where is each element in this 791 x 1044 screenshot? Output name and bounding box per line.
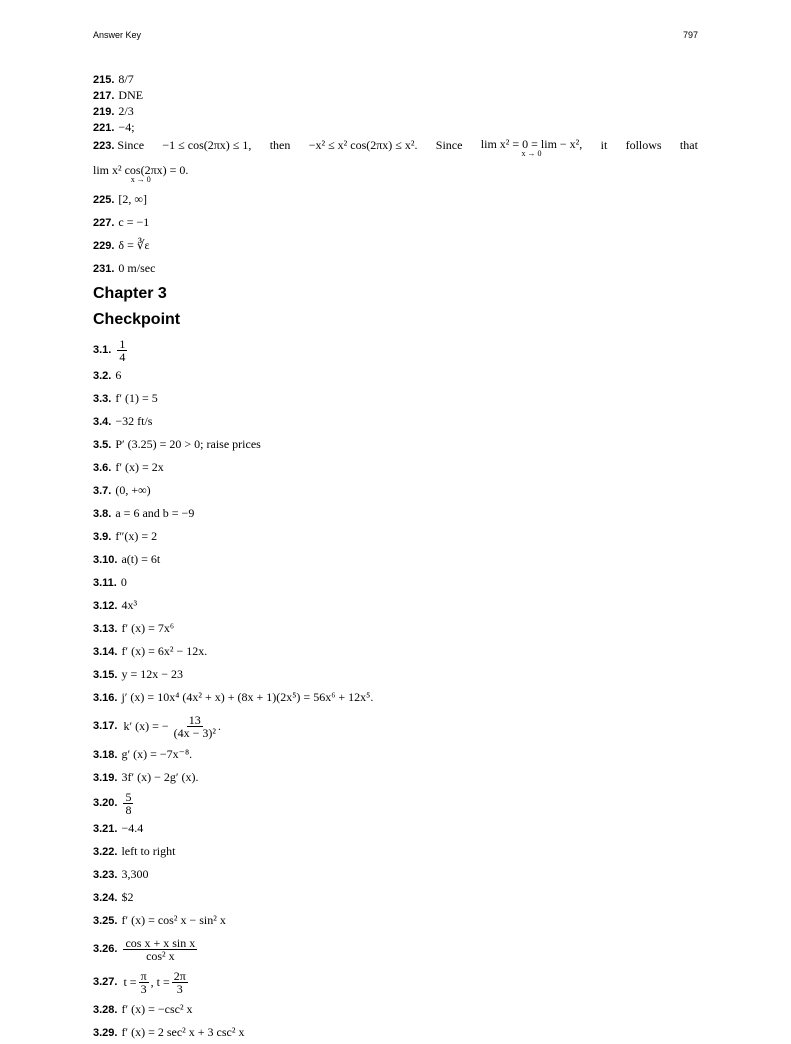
running-header-title: Answer Key <box>93 30 142 40</box>
answer-expression: t = <box>123 974 137 989</box>
answer-row <box>93 640 698 663</box>
answer-row <box>93 479 698 502</box>
answer-3-27 <box>93 966 698 998</box>
answer-text: 0 m/sec <box>118 261 156 275</box>
answer-row <box>93 433 698 456</box>
answer-3-26 <box>93 932 698 966</box>
answer-text: f′ (x) = −csc² x <box>121 1002 193 1016</box>
answer-row <box>93 72 698 88</box>
answer-text: Since <box>435 138 463 152</box>
answer-row <box>93 211 698 234</box>
answer-text: that <box>679 138 698 152</box>
page-number: 797 <box>682 30 698 40</box>
answer-text: 2/3 <box>118 104 134 118</box>
answer-row <box>93 104 698 120</box>
answer-number: 3.12. <box>93 600 118 612</box>
numerator: 2π <box>173 968 186 983</box>
numerator: 1 <box>119 336 126 351</box>
denominator: 3 <box>176 981 183 996</box>
limit-subscript: x → 0 <box>130 175 151 184</box>
numerator: π <box>140 968 147 983</box>
answer-number: 3.28. <box>93 1004 118 1016</box>
answer-number: 3.16. <box>93 692 118 704</box>
answer-row <box>93 525 698 548</box>
answer-row <box>93 766 698 789</box>
answer-number: 3.17. <box>93 719 118 732</box>
limit-expression <box>93 164 188 184</box>
answer-row <box>93 863 698 886</box>
answer-number: 3.23. <box>93 869 118 881</box>
answer-number: 3.29. <box>93 1027 118 1039</box>
answer-text: −4; <box>118 120 135 134</box>
answer-number: 3.5. <box>93 439 112 451</box>
answer-text: then <box>269 138 291 152</box>
answer-row <box>93 502 698 525</box>
answer-number: 3.19. <box>93 772 118 784</box>
answer-223 <box>93 138 698 158</box>
answer-number: 217. <box>93 90 115 102</box>
answer-text: f′ (x) = 2 sec² x + 3 csc² x <box>121 1025 245 1039</box>
fraction <box>117 338 127 363</box>
answer-list-ch3a <box>93 364 698 709</box>
answer-number: 3.27. <box>93 975 118 988</box>
answer-row <box>93 909 698 932</box>
answer-text: 3f′ (x) − 2g′ (x). <box>121 770 199 784</box>
denominator: 8 <box>125 802 132 817</box>
answer-text: f′ (x) = cos² x − sin² x <box>121 913 226 927</box>
fraction <box>172 714 218 739</box>
answer-text: 8/7 <box>118 72 134 86</box>
answer-key-content <box>93 72 698 1044</box>
limit-body: lim x² cos(2πx) = 0. <box>93 163 189 177</box>
answer-expression: −x² ≤ x² cos(2πx) ≤ x². <box>308 138 418 152</box>
answer-row <box>93 88 698 104</box>
answer-row <box>93 571 698 594</box>
answer-number: 3.20. <box>93 796 118 809</box>
answer-number: 3.13. <box>93 623 118 635</box>
answer-number: 3.24. <box>93 892 118 904</box>
answer-text: [2, ∞] <box>118 192 147 206</box>
answer-text: 3,300 <box>121 867 149 881</box>
answer-number: 3.26. <box>93 942 118 955</box>
answer-number: 223. <box>93 140 115 152</box>
fraction <box>123 937 197 962</box>
numerator: 5 <box>125 789 132 804</box>
answer-list-ch3d <box>93 998 698 1044</box>
answer-row <box>93 257 698 280</box>
answer-list-ch3c <box>93 817 698 932</box>
numerator: 13 <box>188 712 201 727</box>
answer-row <box>93 886 698 909</box>
answer-number: 3.1. <box>93 343 112 356</box>
answer-3-17 <box>93 709 698 743</box>
answer-list-ch2b <box>93 188 698 280</box>
answer-number: 3.22. <box>93 846 118 858</box>
answer-number: 3.3. <box>93 393 112 405</box>
numerator: cos x + x sin x <box>125 935 196 950</box>
answer-number: 3.8. <box>93 508 112 520</box>
answer-number: 229. <box>93 240 115 252</box>
answer-row <box>93 617 698 640</box>
answer-text: a(t) = 6t <box>121 552 161 566</box>
answer-row <box>93 743 698 766</box>
answer-text: follows <box>625 138 662 152</box>
answer-text: y = 12x − 23 <box>121 667 184 681</box>
answer-row <box>93 120 698 136</box>
answer-text: 4x³ <box>121 598 138 612</box>
answer-row <box>93 234 698 257</box>
answer-number: 3.11. <box>93 577 117 589</box>
answer-row <box>93 594 698 617</box>
answer-number: 219. <box>93 106 115 118</box>
fraction <box>123 791 133 816</box>
answer-text: δ = ∛ε <box>118 238 150 252</box>
answer-text: f″(x) = 2 <box>115 529 158 543</box>
denominator: (4x − 3)² <box>173 725 216 740</box>
section-title: Checkpoint <box>93 311 181 328</box>
answer-3-1 <box>93 336 698 364</box>
answer-text: P′ (3.25) = 20 > 0; raise prices <box>115 437 261 451</box>
answer-text: left to right <box>121 844 176 858</box>
answer-row <box>93 548 698 571</box>
answer-text: it <box>600 138 608 152</box>
answer-number: 221. <box>93 122 115 134</box>
answer-text: a = 6 and b = −9 <box>115 506 195 520</box>
answer-text: f′ (x) = 7x⁶ <box>121 621 175 635</box>
answer-row <box>93 998 698 1021</box>
denominator: 3 <box>140 981 147 996</box>
fraction <box>172 970 188 995</box>
answer-number: 231. <box>93 263 115 275</box>
answer-text: g′ (x) = −7x⁻⁸. <box>121 747 193 761</box>
answer-expression: −1 ≤ cos(2πx) ≤ 1, <box>162 138 252 152</box>
answer-row <box>93 410 698 433</box>
answer-text: (0, +∞) <box>115 483 151 497</box>
answer-number: 3.15. <box>93 669 118 681</box>
answer-row <box>93 663 698 686</box>
answer-expression: k′ (x) = − <box>123 718 169 733</box>
answer-row <box>93 188 698 211</box>
fraction <box>139 970 149 995</box>
answer-number: 3.9. <box>93 531 112 543</box>
answer-text: −32 ft/s <box>115 414 153 428</box>
answer-number: 3.6. <box>93 462 112 474</box>
answer-row <box>93 364 698 387</box>
answer-text: 0 <box>120 575 127 589</box>
answer-number: 3.10. <box>93 554 118 566</box>
answer-text: f′ (1) = 5 <box>115 391 158 405</box>
denominator: cos² x <box>146 948 175 963</box>
answer-number: 227. <box>93 217 115 229</box>
answer-text: f′ (x) = 6x² − 12x. <box>121 644 208 658</box>
answer-text: c = −1 <box>118 215 150 229</box>
answer-text: −4.4 <box>121 821 144 835</box>
answer-text: Since <box>117 138 145 152</box>
answer-number: 3.4. <box>93 416 112 428</box>
answer-row <box>93 840 698 863</box>
answer-number: 3.18. <box>93 749 118 761</box>
answer-text: j′ (x) = 10x⁴ (4x² + x) + (8x + 1)(2x⁵) = 56x⁶ + 12x⁵. <box>121 690 374 704</box>
answer-number: 3.2. <box>93 370 112 382</box>
answer-number: 3.7. <box>93 485 112 497</box>
answer-list-ch3b <box>93 743 698 789</box>
answer-punctuation: . <box>217 718 221 733</box>
denominator: 4 <box>119 349 126 364</box>
answer-text: 6 <box>115 368 122 382</box>
answer-223-continuation <box>93 164 698 184</box>
answer-text: DNE <box>118 88 144 102</box>
chapter-title: Chapter 3 <box>93 285 167 302</box>
answer-number: 3.21. <box>93 823 118 835</box>
answer-row <box>93 387 698 410</box>
answer-text: $2 <box>121 890 134 904</box>
answer-row <box>93 686 698 709</box>
answer-text: f′ (x) = 2x <box>115 460 164 474</box>
answer-number: 3.14. <box>93 646 118 658</box>
answer-number: 225. <box>93 194 115 206</box>
answer-number: 3.25. <box>93 915 118 927</box>
answer-list-ch2 <box>93 72 698 136</box>
limit-body: lim x² = 0 = lim − x², <box>480 137 583 151</box>
answer-3-20 <box>93 789 698 817</box>
answer-row <box>93 817 698 840</box>
answer-number: 215. <box>93 74 115 86</box>
answer-row <box>93 1021 698 1044</box>
answer-expression: , t = <box>150 974 170 989</box>
limit-expression <box>481 138 583 158</box>
answer-row <box>93 456 698 479</box>
limit-subscript: x → 0 <box>521 149 542 158</box>
